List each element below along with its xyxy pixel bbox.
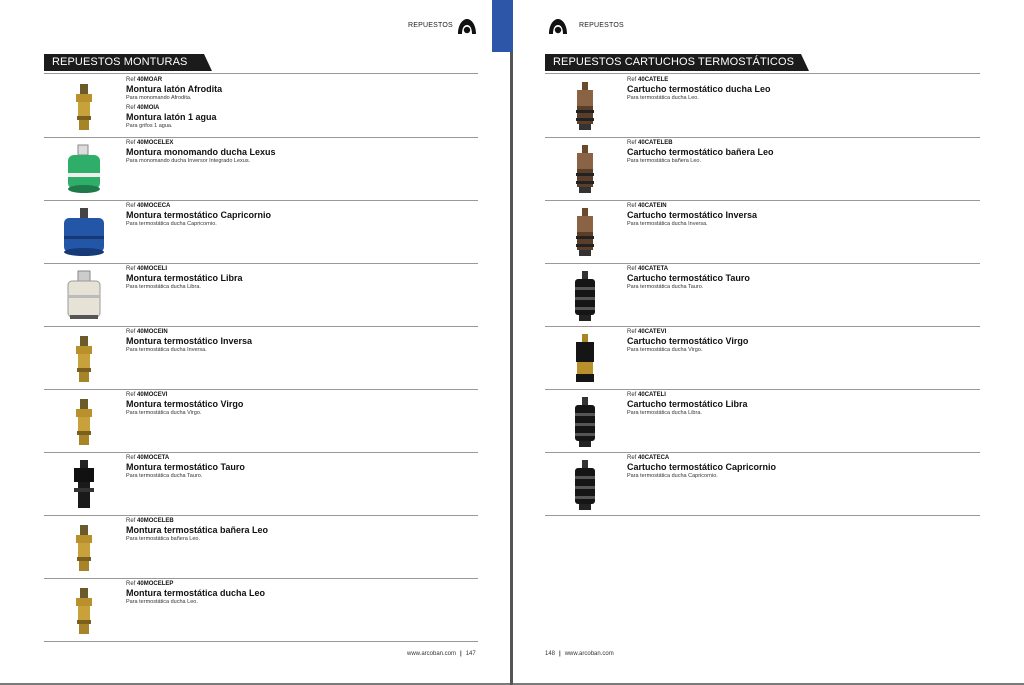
product-image-copper-cartridge bbox=[555, 143, 615, 195]
product-description: Para grifos 1 agua. bbox=[126, 123, 173, 129]
product-title: Cartucho termostático Tauro bbox=[627, 273, 750, 283]
product-text bbox=[126, 454, 478, 480]
product-title: Montura termostático Capricornio bbox=[126, 210, 272, 220]
page-footer bbox=[545, 651, 614, 657]
product-description: Para termostática ducha Capricornio. bbox=[126, 221, 217, 227]
product-row[interactable] bbox=[44, 578, 478, 642]
product-row[interactable] bbox=[545, 263, 980, 327]
product-description: Para termostática ducha Tauro. bbox=[126, 473, 203, 479]
product-title: Cartucho termostático Libra bbox=[627, 399, 748, 409]
product-text bbox=[627, 391, 980, 417]
product-ref: Ref 40MOAR bbox=[126, 77, 163, 83]
product-description: Para monomando ducha Inversor Integrado Lexus. bbox=[126, 158, 251, 164]
product-image-black-cartridge bbox=[555, 458, 615, 510]
product-row[interactable] bbox=[44, 200, 478, 264]
product-image-copper-cartridge bbox=[555, 80, 615, 132]
footer-url[interactable]: www.arcoban.com bbox=[564, 651, 614, 657]
product-image-brass-valve bbox=[54, 521, 114, 573]
product-row[interactable] bbox=[545, 137, 980, 201]
product-title: Cartucho termostático Capricornio bbox=[627, 462, 777, 472]
product-description: Para termostática ducha Leo. bbox=[126, 599, 198, 605]
product-description: Para termostática ducha Virgo. bbox=[126, 410, 202, 416]
product-image-black-brass-cartridge bbox=[555, 332, 615, 384]
footer-separator: | bbox=[559, 651, 561, 657]
product-image-blue-cartridge bbox=[54, 206, 114, 258]
product-text bbox=[126, 391, 478, 417]
product-image-green-cartridge bbox=[54, 143, 114, 195]
product-title: Montura termostática ducha Leo bbox=[126, 588, 266, 598]
page-number: 148 bbox=[545, 651, 556, 657]
product-row[interactable] bbox=[44, 515, 478, 579]
brand-logo-icon bbox=[547, 16, 569, 38]
product-image-white-cartridge bbox=[54, 269, 114, 321]
product-ref: Ref 40CATECA bbox=[627, 455, 670, 461]
product-title: Cartucho termostático Inversa bbox=[627, 210, 758, 220]
product-title: Montura monomando ducha Lexus bbox=[126, 147, 276, 157]
product-text bbox=[627, 139, 980, 165]
product-ref: Ref 40CATELEB bbox=[627, 140, 673, 146]
product-title: Cartucho termostático Virgo bbox=[627, 336, 749, 346]
product-ref: Ref 40CATEIN bbox=[627, 203, 667, 209]
section-title: REPUESTOS CARTUCHOS TERMOSTÁTICOS bbox=[553, 56, 795, 68]
product-ref: Ref 40MOCELI bbox=[126, 266, 168, 272]
product-row[interactable] bbox=[545, 389, 980, 453]
product-description: Para termostática ducha Leo. bbox=[627, 95, 699, 101]
product-row[interactable] bbox=[44, 389, 478, 453]
product-ref: Ref 40CATELE bbox=[627, 77, 669, 83]
product-image-brass-valve bbox=[54, 395, 114, 447]
product-description: Para termostática ducha Capricornio. bbox=[627, 473, 718, 479]
product-title: Cartucho termostático bañera Leo bbox=[627, 147, 774, 157]
product-title: Montura termostático Libra bbox=[126, 273, 243, 283]
product-text bbox=[627, 265, 980, 291]
product-ref: Ref 40MOCEVI bbox=[126, 392, 168, 398]
product-text bbox=[126, 76, 478, 130]
product-image-brass-valve bbox=[54, 332, 114, 384]
product-row[interactable] bbox=[545, 452, 980, 516]
product-ref: Ref 40MOCELEX bbox=[126, 140, 174, 146]
product-text bbox=[627, 454, 980, 480]
product-description: Para termostática bañera Leo. bbox=[126, 536, 200, 542]
right-page bbox=[513, 0, 1024, 683]
product-row[interactable] bbox=[44, 263, 478, 327]
product-row[interactable] bbox=[545, 326, 980, 390]
product-text bbox=[126, 265, 478, 291]
page-footer bbox=[407, 651, 476, 657]
product-description: Para termostática ducha Libra. bbox=[627, 410, 702, 416]
product-ref: Ref 40MOCEIN bbox=[126, 329, 168, 335]
product-image-copper-cartridge bbox=[555, 206, 615, 258]
product-text bbox=[126, 202, 478, 228]
product-text bbox=[126, 580, 478, 606]
section-title-bar bbox=[545, 54, 801, 71]
product-image-brass-valve bbox=[54, 80, 114, 132]
product-title: Montura termostático Tauro bbox=[126, 462, 245, 472]
product-description: Para termostática bañera Leo. bbox=[627, 158, 701, 164]
product-ref: Ref 40CATETA bbox=[627, 266, 669, 272]
product-image-black-valve bbox=[54, 458, 114, 510]
product-title: Montura termostático Inversa bbox=[126, 336, 253, 346]
product-image-black-cartridge bbox=[555, 395, 615, 447]
product-ref: Ref 40CATELI bbox=[627, 392, 666, 398]
product-text bbox=[627, 76, 980, 102]
left-page bbox=[0, 0, 510, 683]
product-ref: Ref 40MOCETA bbox=[126, 455, 170, 461]
product-title: Montura latón 1 agua bbox=[126, 112, 217, 122]
product-text bbox=[126, 517, 478, 543]
product-row[interactable] bbox=[545, 74, 980, 138]
product-description: Para termostática ducha Inversa. bbox=[126, 347, 207, 353]
product-ref: Ref 40CATEVI bbox=[627, 329, 667, 335]
footer-separator: | bbox=[460, 651, 462, 657]
product-row[interactable] bbox=[44, 326, 478, 390]
product-text bbox=[126, 328, 478, 354]
product-description: Para termostática ducha Libra. bbox=[126, 284, 201, 290]
product-text bbox=[627, 202, 980, 228]
product-text bbox=[627, 328, 980, 354]
product-title: Montura termostático Virgo bbox=[126, 399, 244, 409]
product-row[interactable] bbox=[44, 137, 478, 201]
product-ref: Ref 40MOCELEP bbox=[126, 581, 174, 587]
section-title-bar bbox=[44, 54, 204, 71]
product-image-brass-valve bbox=[54, 584, 114, 636]
product-row[interactable] bbox=[44, 74, 478, 138]
product-description: Para termostática ducha Virgo. bbox=[627, 347, 703, 353]
product-title: Montura latón Afrodita bbox=[126, 84, 223, 94]
product-description: Para monomando Afrodita. bbox=[126, 95, 192, 101]
product-title: Montura termostática bañera Leo bbox=[126, 525, 269, 535]
header-label: REPUESTOS bbox=[579, 22, 624, 29]
product-image-black-cartridge bbox=[555, 269, 615, 321]
header-label: REPUESTOS bbox=[408, 22, 453, 29]
product-row[interactable] bbox=[44, 452, 478, 516]
brand-logo-icon bbox=[456, 16, 478, 38]
product-ref: Ref 40MOCELEB bbox=[126, 518, 174, 524]
product-ref: Ref 40MOIA bbox=[126, 105, 160, 111]
product-ref: Ref 40MOCECA bbox=[126, 203, 171, 209]
section-title: REPUESTOS MONTURAS bbox=[52, 56, 188, 68]
footer-url[interactable]: www.arcoban.com bbox=[407, 651, 457, 657]
product-title: Cartucho termostático ducha Leo bbox=[627, 84, 771, 94]
page-number: 147 bbox=[465, 651, 476, 657]
product-text bbox=[126, 139, 478, 165]
product-description: Para termostática ducha Inversa. bbox=[627, 221, 708, 227]
product-row[interactable] bbox=[545, 200, 980, 264]
product-description: Para termostática ducha Tauro. bbox=[627, 284, 704, 290]
